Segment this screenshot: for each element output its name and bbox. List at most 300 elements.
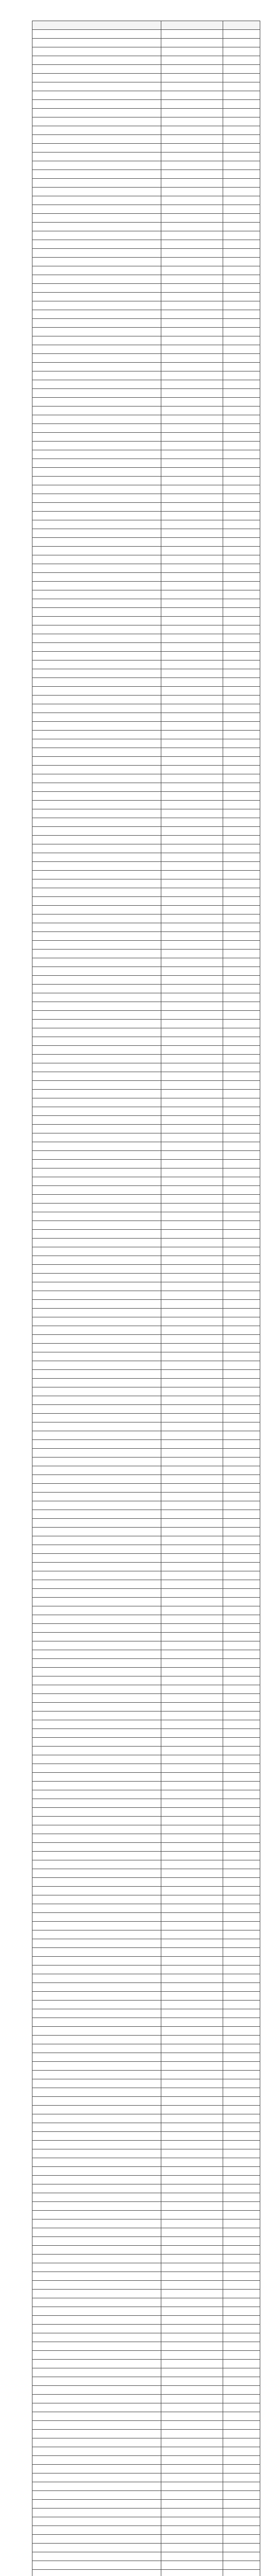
table-row <box>32 731 260 739</box>
row-count <box>223 1860 260 1869</box>
row-name <box>32 214 161 223</box>
row-name <box>32 1125 161 1133</box>
row-amount <box>161 433 223 442</box>
row-count <box>223 1992 260 2001</box>
table-row <box>32 1256 260 1265</box>
row-amount <box>161 950 223 958</box>
table-row <box>32 1501 260 1510</box>
row-name <box>32 1081 161 1090</box>
row-count <box>223 380 260 389</box>
row-count <box>223 1904 260 1913</box>
row-amount <box>161 1221 223 1230</box>
row-amount <box>161 485 223 494</box>
row-name <box>32 1878 161 1887</box>
row-amount <box>161 284 223 293</box>
row-count <box>223 1239 260 1247</box>
row-name <box>32 888 161 897</box>
row-name <box>32 2368 161 2377</box>
data-table <box>32 21 260 2576</box>
row-name <box>32 91 161 100</box>
row-count <box>223 1633 260 1641</box>
row-name <box>32 1309 161 1317</box>
row-name <box>32 1808 161 1817</box>
row-count <box>223 468 260 477</box>
row-amount <box>161 1440 223 1449</box>
table-row <box>32 433 260 442</box>
row-name <box>32 82 161 91</box>
table-row <box>32 564 260 573</box>
row-name <box>32 275 161 284</box>
row-count <box>223 1028 260 1037</box>
table-row <box>32 547 260 555</box>
row-amount <box>161 1352 223 1361</box>
row-name <box>32 1545 161 1554</box>
row-count <box>223 555 260 564</box>
table-row <box>32 1782 260 1790</box>
row-amount <box>161 2088 223 2097</box>
row-count <box>223 625 260 634</box>
row-count <box>223 748 260 757</box>
row-name <box>32 494 161 503</box>
row-amount <box>161 109 223 117</box>
row-count <box>223 2088 260 2097</box>
row-name <box>32 1168 161 1177</box>
table-row <box>32 1913 260 1922</box>
table-row <box>32 1090 260 1098</box>
row-amount <box>161 608 223 617</box>
row-count <box>223 1825 260 1834</box>
table-row <box>32 1431 260 1440</box>
row-name <box>32 345 161 354</box>
table-row <box>32 1536 260 1545</box>
row-amount <box>161 1615 223 1624</box>
row-amount <box>161 941 223 950</box>
row-amount <box>161 1195 223 1204</box>
row-name <box>32 564 161 573</box>
row-name <box>32 1195 161 1204</box>
row-amount <box>161 748 223 757</box>
table-row <box>32 652 260 660</box>
row-count <box>223 1501 260 1510</box>
row-name <box>32 1957 161 1965</box>
row-amount <box>161 442 223 450</box>
row-amount <box>161 2176 223 2184</box>
table-row <box>32 573 260 582</box>
row-count <box>223 2132 260 2141</box>
row-name <box>32 696 161 704</box>
row-count <box>223 74 260 82</box>
row-name <box>32 652 161 660</box>
table-row <box>32 249 260 258</box>
row-count <box>223 56 260 65</box>
row-count <box>223 144 260 152</box>
table-row <box>32 2219 260 2228</box>
row-amount <box>161 818 223 827</box>
row-amount <box>161 336 223 345</box>
row-name <box>32 2219 161 2228</box>
table-row <box>32 1563 260 1571</box>
table-row <box>32 1729 260 1738</box>
row-amount <box>161 1825 223 1834</box>
row-name <box>32 906 161 914</box>
table-row <box>32 2491 260 2500</box>
row-amount <box>161 1309 223 1317</box>
table-row <box>32 1098 260 1107</box>
row-name <box>32 2123 161 2132</box>
row-amount <box>161 477 223 485</box>
table-row <box>32 2036 260 2044</box>
table-row <box>32 1484 260 1493</box>
row-count <box>223 2509 260 2517</box>
table-row <box>32 2544 260 2552</box>
table-row <box>32 301 260 310</box>
table-row <box>32 1449 260 1458</box>
row-count <box>223 1440 260 1449</box>
row-amount <box>161 1168 223 1177</box>
row-count <box>223 1965 260 1974</box>
row-amount <box>161 564 223 573</box>
row-name <box>32 170 161 179</box>
table-row <box>32 2386 260 2395</box>
row-amount <box>161 1878 223 1887</box>
row-name <box>32 818 161 827</box>
row-name <box>32 1431 161 1440</box>
row-name <box>32 2403 161 2412</box>
row-name <box>32 1668 161 1676</box>
row-name <box>32 442 161 450</box>
row-amount <box>161 2027 223 2036</box>
row-amount <box>161 56 223 65</box>
row-amount <box>161 1326 223 1335</box>
row-count <box>223 678 260 687</box>
row-name <box>32 1151 161 1160</box>
table-row <box>32 1528 260 1536</box>
table-row <box>32 1860 260 1869</box>
row-name <box>32 1046 161 1055</box>
row-name <box>32 188 161 196</box>
table-row <box>32 415 260 424</box>
table-row <box>32 2351 260 2360</box>
table-row <box>32 1869 260 1878</box>
row-amount <box>161 1685 223 1694</box>
table-row <box>32 2062 260 2071</box>
row-name <box>32 967 161 976</box>
row-count <box>223 1291 260 1300</box>
row-count <box>223 739 260 748</box>
table-row <box>32 2535 260 2544</box>
row-count <box>223 1519 260 1528</box>
row-count <box>223 2009 260 2018</box>
row-name <box>32 573 161 582</box>
row-count <box>223 1755 260 1764</box>
row-name <box>32 2386 161 2395</box>
row-name <box>32 1659 161 1668</box>
row-count <box>223 1002 260 1011</box>
row-name <box>32 2281 161 2290</box>
row-count <box>223 47 260 56</box>
row-amount <box>161 1676 223 1685</box>
row-amount <box>161 1782 223 1790</box>
row-amount <box>161 1466 223 1475</box>
table-row <box>32 363 260 371</box>
table-row <box>32 2447 260 2456</box>
row-amount <box>161 2158 223 2167</box>
row-name <box>32 2509 161 2517</box>
table-row <box>32 801 260 809</box>
row-amount <box>161 1852 223 1860</box>
row-amount <box>161 1939 223 1948</box>
row-amount <box>161 1711 223 1720</box>
row-count <box>223 1431 260 1440</box>
row-count <box>223 766 260 774</box>
row-count <box>223 2193 260 2202</box>
row-amount <box>161 1274 223 1282</box>
row-amount <box>161 1414 223 1422</box>
row-name <box>32 2018 161 2027</box>
row-amount <box>161 512 223 520</box>
row-count <box>223 827 260 836</box>
row-amount <box>161 2246 223 2255</box>
row-count <box>223 1720 260 1729</box>
row-amount <box>161 2298 223 2307</box>
row-name <box>32 1571 161 1580</box>
row-amount <box>161 1571 223 1580</box>
row-amount <box>161 205 223 214</box>
table-row <box>32 1370 260 1379</box>
table-row <box>32 2473 260 2482</box>
table-row <box>32 792 260 801</box>
row-count <box>223 2228 260 2237</box>
row-name <box>32 2561 161 2570</box>
row-count <box>223 2027 260 2036</box>
table-row <box>32 1177 260 1186</box>
row-amount <box>161 1300 223 1309</box>
row-amount <box>161 1790 223 1799</box>
row-amount <box>161 2535 223 2544</box>
row-amount <box>161 1703 223 1711</box>
table-row <box>32 2149 260 2158</box>
table-row <box>32 1957 260 1965</box>
table-row <box>32 258 260 266</box>
row-amount <box>161 1501 223 1510</box>
column-header-name <box>32 21 161 30</box>
row-name <box>32 2570 161 2576</box>
row-name <box>32 1387 161 1396</box>
row-name <box>32 2438 161 2447</box>
row-amount <box>161 293 223 301</box>
table-row <box>32 713 260 722</box>
row-count <box>223 2158 260 2167</box>
table-row <box>32 1694 260 1703</box>
row-name <box>32 100 161 109</box>
table-row <box>32 2263 260 2272</box>
row-name <box>32 634 161 643</box>
row-amount <box>161 1431 223 1440</box>
row-count <box>223 1309 260 1317</box>
unit-note <box>186 13 263 21</box>
table-row <box>32 1195 260 1204</box>
table-row <box>32 1221 260 1230</box>
table-row <box>32 1046 260 1055</box>
table-row <box>32 2465 260 2473</box>
table-row <box>32 424 260 433</box>
row-count <box>223 2272 260 2281</box>
row-name <box>32 1449 161 1458</box>
row-count <box>223 2001 260 2009</box>
row-count <box>223 477 260 485</box>
table-row <box>32 450 260 459</box>
row-amount <box>161 468 223 477</box>
row-count <box>223 1282 260 1291</box>
row-count <box>223 266 260 275</box>
table-row <box>32 2246 260 2255</box>
row-count <box>223 564 260 573</box>
row-name <box>32 809 161 818</box>
row-count <box>223 2570 260 2576</box>
row-count <box>223 1782 260 1790</box>
table-row <box>32 1081 260 1090</box>
row-amount <box>161 529 223 538</box>
row-amount <box>161 2544 223 2552</box>
table-row <box>32 1028 260 1037</box>
table-row <box>32 906 260 914</box>
row-count <box>223 2149 260 2158</box>
row-name <box>32 1063 161 1072</box>
table-row <box>32 2211 260 2219</box>
row-amount <box>161 2526 223 2535</box>
row-count <box>223 2141 260 2149</box>
row-name <box>32 2360 161 2368</box>
row-amount <box>161 801 223 809</box>
table-row <box>32 2412 260 2421</box>
row-count <box>223 109 260 117</box>
row-amount <box>161 1063 223 1072</box>
row-name <box>32 1939 161 1948</box>
row-amount <box>161 65 223 74</box>
row-name <box>32 1606 161 1615</box>
row-name <box>32 2544 161 2552</box>
row-amount <box>161 1563 223 1571</box>
table-row <box>32 1168 260 1177</box>
row-count <box>223 196 260 205</box>
row-name <box>32 1344 161 1352</box>
row-name <box>32 1221 161 1230</box>
row-name <box>32 1107 161 1116</box>
table-row <box>32 1711 260 1720</box>
row-name <box>32 2535 161 2544</box>
row-amount <box>161 2438 223 2447</box>
row-amount <box>161 2465 223 2473</box>
row-amount <box>161 117 223 126</box>
row-name <box>32 2097 161 2106</box>
row-count <box>223 135 260 144</box>
row-count <box>223 100 260 109</box>
table-row <box>32 2316 260 2325</box>
table-row <box>32 328 260 336</box>
row-name <box>32 1098 161 1107</box>
row-count <box>223 2325 260 2333</box>
row-amount <box>161 2071 223 2079</box>
table-row <box>32 739 260 748</box>
table-row <box>32 1204 260 1212</box>
row-count <box>223 2395 260 2403</box>
table-row <box>32 2509 260 2517</box>
table-row <box>32 47 260 56</box>
row-amount <box>161 1834 223 1843</box>
row-name <box>32 547 161 555</box>
row-amount <box>161 2018 223 2027</box>
row-count <box>223 328 260 336</box>
row-count <box>223 976 260 985</box>
table-row <box>32 599 260 608</box>
table-row <box>32 1773 260 1782</box>
row-count <box>223 371 260 380</box>
table-row <box>32 617 260 625</box>
table-row <box>32 1580 260 1589</box>
row-amount <box>161 766 223 774</box>
row-name <box>32 1563 161 1571</box>
row-count <box>223 2552 260 2561</box>
row-amount <box>161 424 223 433</box>
row-amount <box>161 1633 223 1641</box>
row-name <box>32 985 161 993</box>
row-count <box>223 231 260 240</box>
table-row <box>32 1458 260 1466</box>
row-amount <box>161 1545 223 1554</box>
row-name <box>32 2552 161 2561</box>
row-name <box>32 2149 161 2158</box>
row-amount <box>161 888 223 897</box>
row-name <box>32 801 161 809</box>
row-count <box>223 879 260 888</box>
row-count <box>223 1168 260 1177</box>
row-count <box>223 967 260 976</box>
row-name <box>32 1020 161 1028</box>
row-amount <box>161 2570 223 2576</box>
table-row <box>32 2325 260 2333</box>
row-name <box>32 1694 161 1703</box>
row-amount <box>161 879 223 888</box>
row-name <box>32 1703 161 1711</box>
table-row <box>32 897 260 906</box>
row-count <box>223 1396 260 1405</box>
row-amount <box>161 398 223 406</box>
row-count <box>223 1939 260 1948</box>
row-count <box>223 1974 260 1983</box>
row-amount <box>161 1747 223 1755</box>
table-row <box>32 389 260 398</box>
row-count <box>223 1790 260 1799</box>
row-name <box>32 1028 161 1037</box>
row-amount <box>161 1580 223 1589</box>
table-row <box>32 1703 260 1711</box>
row-name <box>32 258 161 266</box>
row-count <box>223 442 260 450</box>
row-count <box>223 1659 260 1668</box>
table-row <box>32 853 260 862</box>
row-amount <box>161 2193 223 2202</box>
row-count <box>223 1528 260 1536</box>
row-name <box>32 941 161 950</box>
row-name <box>32 1764 161 1773</box>
row-name <box>32 1773 161 1782</box>
table-row <box>32 871 260 879</box>
row-count <box>223 2535 260 2544</box>
table-row <box>32 634 260 643</box>
row-name <box>32 152 161 161</box>
row-count <box>223 1116 260 1125</box>
table-row <box>32 2438 260 2447</box>
